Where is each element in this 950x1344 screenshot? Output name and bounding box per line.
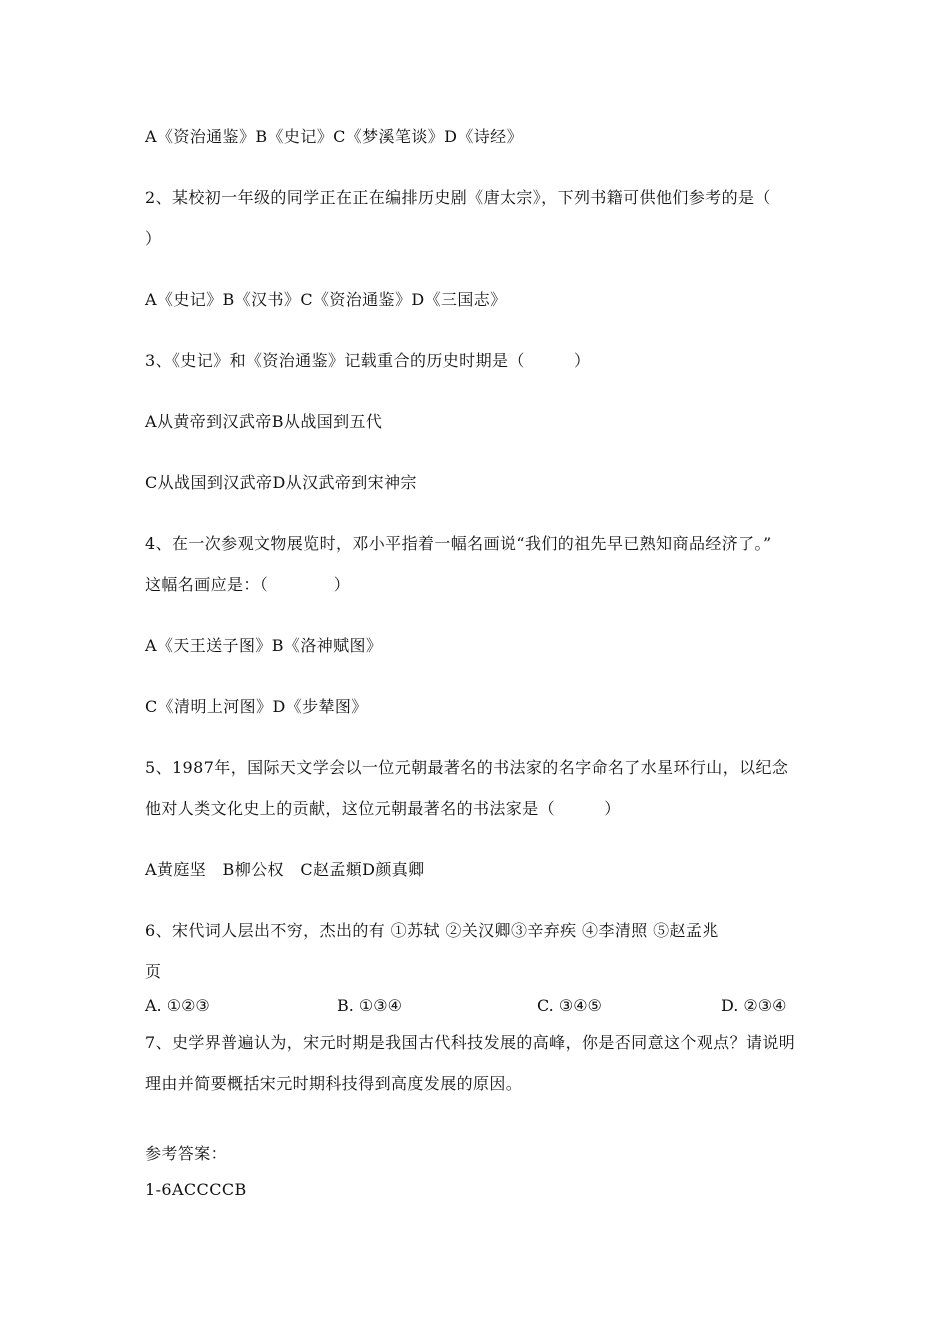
q3-options-cd: C从战国到汉武帝D从汉武帝到宋神宗	[145, 473, 417, 492]
q7-question: 7、史学界普遍认为，宋元时期是我国古代科技发展的高峰，你是否同意这个观点？请说明	[145, 1033, 796, 1052]
q6-question: 6、宋代词人层出不穷，杰出的有 ①苏轼 ②关汉卿③辛弃疾 ④李清照 ⑤赵孟兆	[145, 921, 719, 940]
q7-question-cont: 理由并简要概括宋元时期科技得到高度发展的原因。	[145, 1074, 523, 1093]
q6-option-d: D. ②③④	[721, 996, 787, 1015]
q6-question-cont: 页	[145, 962, 162, 981]
answer-heading: 参考答案：	[145, 1144, 228, 1163]
q6-option-a: A. ①②③	[145, 996, 210, 1015]
q2-question-cont: ）	[145, 229, 162, 248]
answer-key: 1-6ACCCCB	[145, 1180, 247, 1199]
q5-question: 5、1987年，国际天文学会以一位元朝最著名的书法家的名字命名了水星环行山，以纪念	[145, 758, 789, 777]
q6-option-c: C. ③④⑤	[537, 996, 602, 1015]
q4-question-cont: 这幅名画应是：（ ）	[145, 575, 351, 594]
q3-options-ab: A从黄帝到汉武帝B从战国到五代	[145, 412, 383, 431]
q2-question: 2、某校初一年级的同学正在正在编排历史剧《唐太宗》，下列书籍可供他们参考的是（	[145, 188, 771, 207]
q6-option-b: B. ①③④	[337, 996, 402, 1015]
q5-question-cont: 他对人类文化史上的贡献，这位元朝最著名的书法家是（ ）	[145, 799, 621, 818]
q4-options-cd: C《清明上河图》D《步辇图》	[145, 697, 368, 716]
q4-options-ab: A《天王送子图》B《洛神赋图》	[145, 636, 383, 655]
q3-question: 3、《史记》和《资治通鉴》记载重合的历史时期是（ ）	[145, 351, 591, 370]
q1-options: A《资治通鉴》B《史记》C《梦溪笔谈》D《诗经》	[145, 127, 523, 146]
q6-options	[0, 996, 950, 1016]
q2-options: A《史记》B《汉书》C《资治通鉴》D《三国志》	[145, 290, 507, 309]
q4-question: 4、在一次参观文物展览时，邓小平指着一幅名画说“我们的祖先早已熟知商品经济了。”	[145, 534, 772, 553]
q5-options: A黄庭坚 B柳公权 C赵孟頫D颜真卿	[145, 860, 425, 879]
